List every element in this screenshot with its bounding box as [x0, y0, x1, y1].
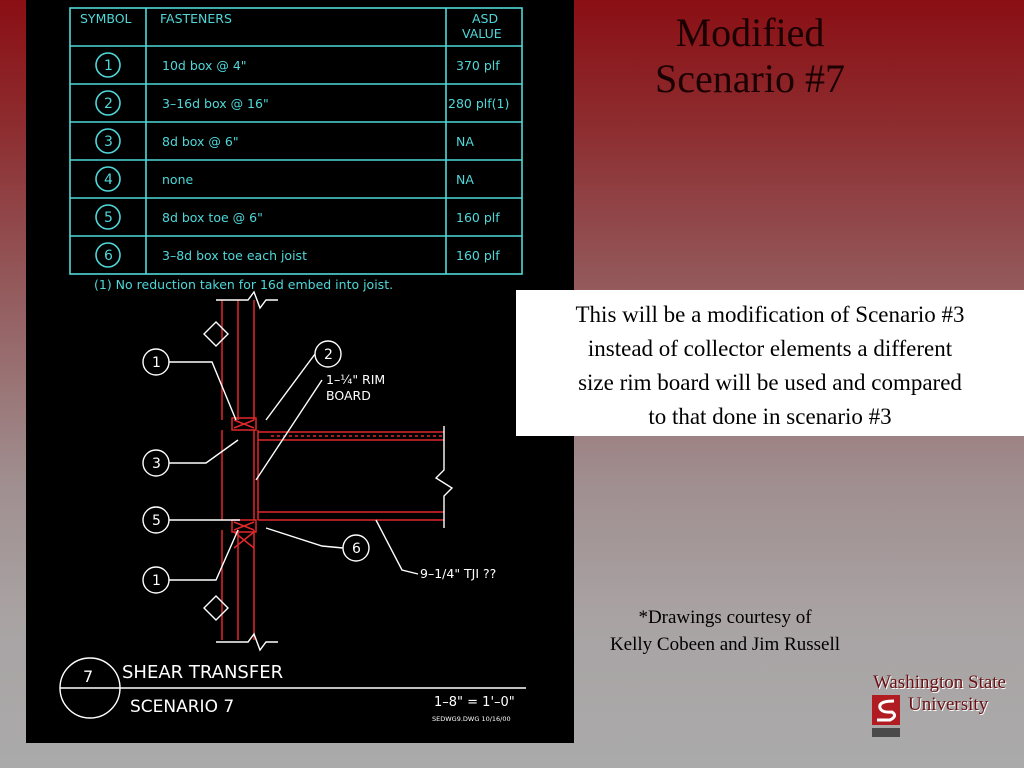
title-block-number: 7 [83, 667, 94, 686]
credit-line-1: *Drawings courtesy of [638, 607, 812, 628]
row-symbol: 2 [104, 96, 113, 112]
row-value: NA [456, 172, 474, 187]
tji-label: 9–1/4" TJI ?? [420, 566, 497, 581]
header-value: VALUE [462, 26, 502, 41]
title-block-scenario: SCENARIO 7 [130, 697, 235, 717]
row-symbol: 3 [104, 134, 113, 150]
row-symbol: 5 [104, 210, 113, 226]
wsu-logo [850, 672, 1010, 742]
header-symbol: SYMBOL [80, 11, 132, 26]
slide-title [600, 10, 900, 102]
title-block-scale: 1–8" = 1'–0" [434, 695, 515, 710]
callout-3: 3 [152, 456, 161, 472]
row-symbol: 4 [104, 172, 113, 188]
logo-text-line-2: University [908, 694, 989, 715]
logo-text-line-1: Washington State [872, 672, 1006, 693]
row-value: 160 plf [456, 248, 500, 263]
row-symbol: 6 [104, 248, 113, 264]
callout-2: 2 [324, 347, 333, 363]
header-fasteners: FASTENERS [160, 11, 232, 26]
title-block-file: SEDWG9.DWG 10/16/00 [432, 715, 511, 723]
title-block-name: SHEAR TRANSFER [122, 662, 284, 683]
rim-board-label-1: 1–¼" RIM [326, 372, 386, 387]
description-line: size rim board will be used and compared [578, 370, 962, 395]
row-value: 280 plf(1) [448, 96, 510, 111]
shear-transfer-drawing [26, 0, 574, 743]
row-value: 160 plf [456, 210, 500, 225]
row-fastener: 3–8d box toe each joist [162, 248, 307, 263]
row-fastener: 8d box toe @ 6" [162, 210, 263, 225]
slide-title-line-2: Scenario #7 [655, 56, 845, 101]
fastener-table-frame [70, 8, 522, 274]
callout-5: 5 [152, 513, 161, 529]
description-line: to that done in scenario #3 [648, 404, 892, 429]
wsu-shield-icon [872, 695, 900, 737]
credit-line-2: Kelly Cobeen and Jim Russell [609, 634, 841, 655]
row-fastener: 10d box @ 4" [162, 58, 247, 73]
description-box [516, 290, 1024, 436]
callout-6: 6 [352, 541, 361, 557]
row-fastener: 3–16d box @ 16" [162, 96, 269, 111]
table-footnote: (1) No reduction taken for 16d embed into joist. [94, 277, 394, 292]
row-value: 370 plf [456, 58, 500, 73]
drawing-credit [560, 604, 890, 658]
callout-1-top: 1 [152, 355, 161, 371]
description-line: This will be a modification of Scenario #3 [575, 302, 965, 327]
row-fastener: none [162, 172, 194, 187]
row-fastener: 8d box @ 6" [162, 134, 239, 149]
row-value: NA [456, 134, 474, 149]
row-symbol: 1 [104, 58, 113, 74]
header-asd: ASD [472, 11, 499, 26]
rim-board-label-2: BOARD [326, 388, 371, 403]
slide-title-line-1: Modified [675, 10, 825, 55]
description-line: instead of collector elements a different [587, 336, 953, 361]
callout-1-bottom: 1 [152, 573, 161, 589]
